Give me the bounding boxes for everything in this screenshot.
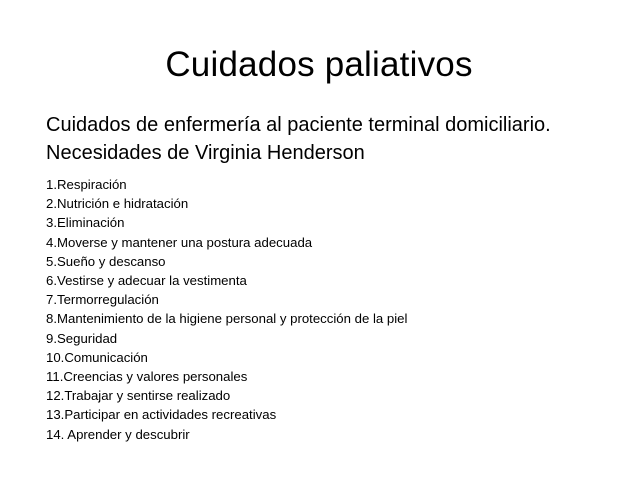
list-item: 5.Sueño y descanso xyxy=(46,253,166,269)
list-item: 13.Participar en actividades recreativas xyxy=(46,407,277,423)
list-item: 2.Nutrición e hidratación xyxy=(46,196,189,212)
list-item: 8.Mantenimiento de la higiene personal y protección de la piel xyxy=(46,311,408,327)
needs-list xyxy=(46,175,407,444)
list-item: 3.Eliminación xyxy=(46,215,125,231)
subtitle-line-1: Cuidados de enfermería al paciente terminal domiciliario. xyxy=(46,114,551,136)
subtitle-line-2: Necesidades de Virginia Henderson xyxy=(46,142,365,164)
list-item: 9.Seguridad xyxy=(46,330,118,346)
slide-title: Cuidados paliativos xyxy=(165,45,473,84)
list-item: 7.Termorregulación xyxy=(46,292,159,308)
slide-subtitle xyxy=(46,111,626,167)
list-item: 12.Trabajar y sentirse realizado xyxy=(46,388,231,404)
list-item: 1.Respiración xyxy=(46,177,127,192)
list-item: 4.Moverse y mantener una postura adecuada xyxy=(46,234,313,250)
list-item: 14. Aprender y descubrir xyxy=(46,426,190,442)
list-item: 6.Vestirse y adecuar la vestimenta xyxy=(46,273,247,289)
list-item: 11.Creencias y valores personales xyxy=(46,369,248,385)
list-item: 10.Comunicación xyxy=(46,349,148,365)
